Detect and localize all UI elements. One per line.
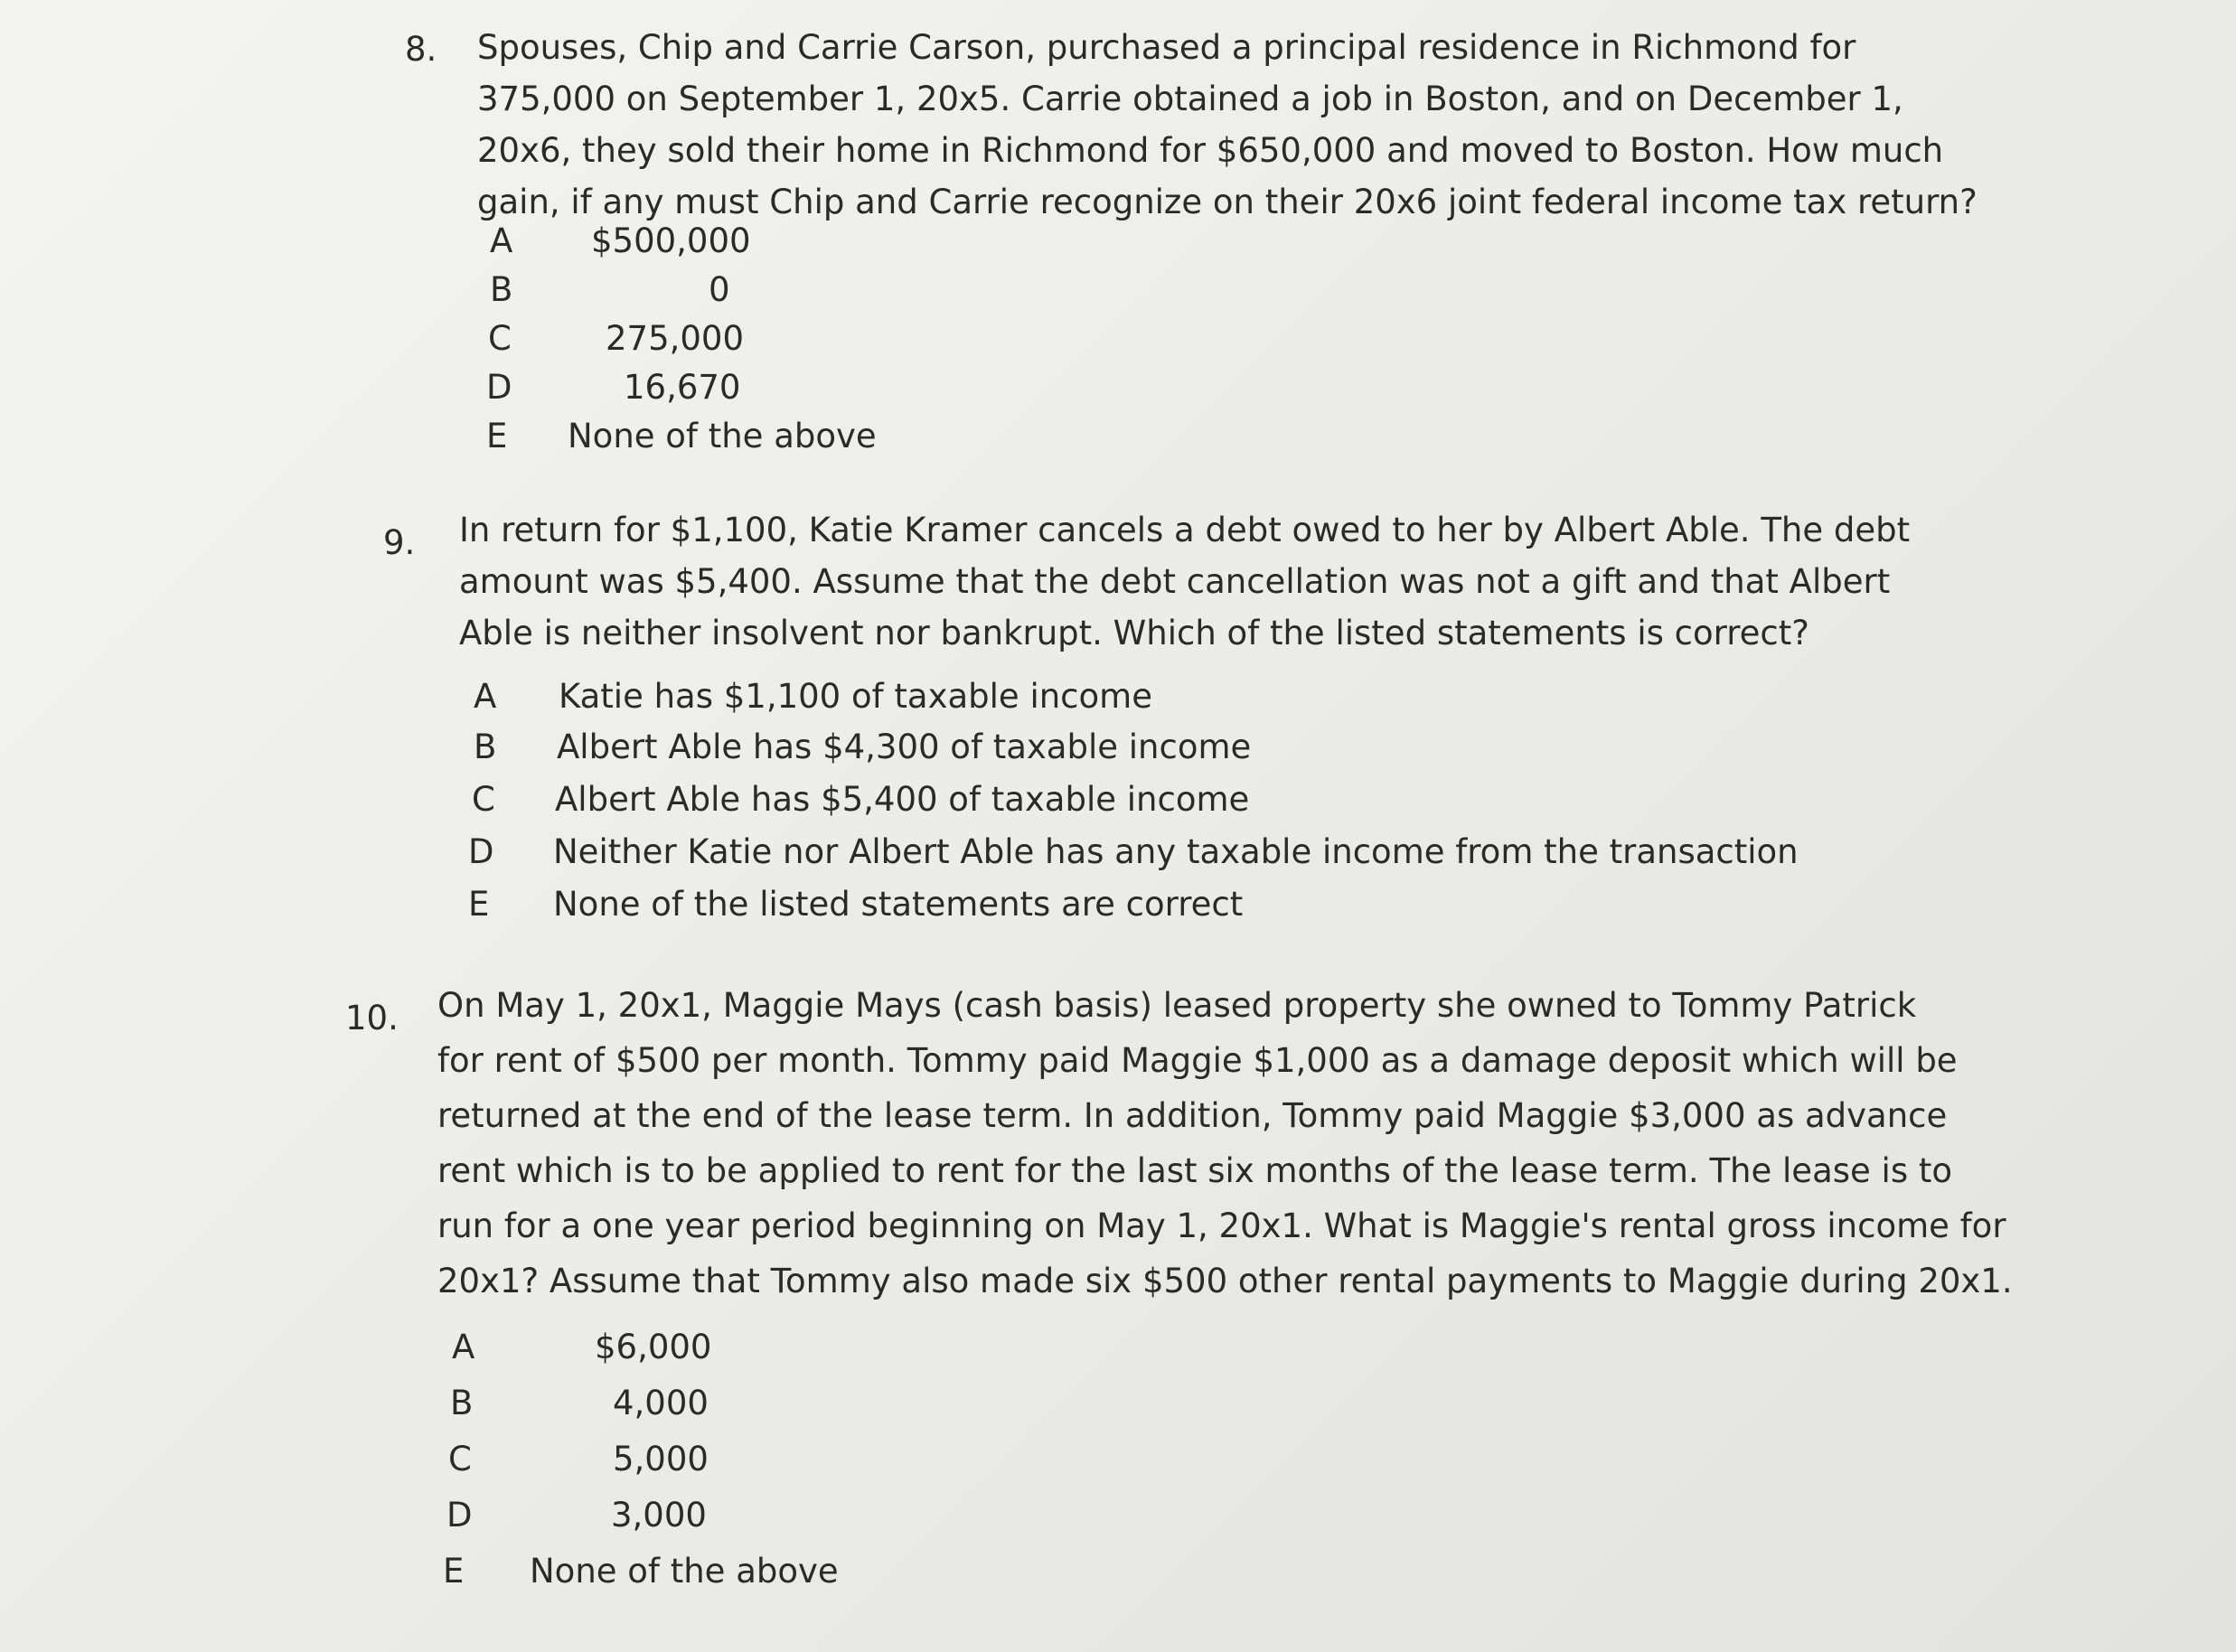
choice-e[interactable] xyxy=(486,417,877,455)
choice-c[interactable] xyxy=(448,1440,709,1478)
choice-letter: B xyxy=(450,1384,474,1422)
choice-text: 0 xyxy=(709,270,730,309)
choice-letter: A xyxy=(474,677,497,716)
choice-letter: D xyxy=(468,832,494,871)
question-line: Able is neither insolvent nor bankrupt. Which of the listed statements is correct? xyxy=(459,614,1809,652)
choice-text: Katie has $1,100 of taxable income xyxy=(559,677,1152,716)
choice-letter: E xyxy=(468,885,490,924)
choice-letter: E xyxy=(443,1552,465,1591)
choice-d[interactable] xyxy=(468,832,1799,871)
question-line: Spouses, Chip and Carrie Carson, purchased a principal residence in Richmond for xyxy=(477,28,1856,67)
choice-a[interactable] xyxy=(490,221,751,260)
choice-text: 4,000 xyxy=(613,1384,709,1422)
choice-letter: C xyxy=(448,1440,472,1478)
choice-text: Albert Able has $5,400 of taxable income xyxy=(555,780,1250,819)
choice-letter: E xyxy=(486,417,508,455)
choice-text: Albert Able has $4,300 of taxable income xyxy=(557,727,1252,766)
question-number: 9. xyxy=(383,523,416,562)
choice-letter: C xyxy=(488,319,512,358)
question-line: 375,000 on September 1, 20x5. Carrie obtained a job in Boston, and on December 1, xyxy=(477,80,1903,118)
choice-letter: A xyxy=(490,221,513,260)
question-line: On May 1, 20x1, Maggie Mays (cash basis) leased property she owned to Tommy Patrick xyxy=(437,986,1917,1025)
choice-text: Neither Katie nor Albert Able has any taxable income from the transaction xyxy=(553,832,1799,871)
choice-text: None of the above xyxy=(568,417,877,455)
question-line: gain, if any must Chip and Carrie recognize on their 20x6 joint federal income tax return? xyxy=(477,183,1978,221)
choice-text: 275,000 xyxy=(606,319,745,358)
choice-a[interactable] xyxy=(452,1328,712,1366)
question-number: 10. xyxy=(345,999,399,1037)
choice-letter: B xyxy=(474,727,497,766)
choice-text: 5,000 xyxy=(613,1440,709,1478)
question-line: amount was $5,400. Assume that the debt cancellation was not a gift and that Albert xyxy=(459,562,1891,601)
choice-e[interactable] xyxy=(443,1552,839,1591)
choice-d[interactable] xyxy=(446,1496,707,1535)
choice-letter: B xyxy=(490,270,513,309)
question-line: returned at the end of the lease term. In addition, Tommy paid Maggie $3,000 as advance xyxy=(437,1096,1948,1135)
question-line: for rent of $500 per month. Tommy paid Maggie $1,000 as a damage deposit which will be xyxy=(437,1041,1958,1080)
choice-letter: D xyxy=(446,1496,473,1535)
question-line: rent which is to be applied to rent for the last six months of the lease term. The lease is to xyxy=(437,1151,1953,1190)
choice-c[interactable] xyxy=(472,780,1250,819)
question-text xyxy=(437,978,2013,1309)
choice-letter: A xyxy=(452,1328,475,1366)
question-text xyxy=(477,22,1978,228)
question-line: 20x6, they sold their home in Richmond for $650,000 and moved to Boston. How much xyxy=(477,131,1944,170)
question-number: 8. xyxy=(405,30,437,69)
choice-text: $500,000 xyxy=(591,221,751,260)
choice-b[interactable] xyxy=(490,270,730,309)
question-line: run for a one year period beginning on May 1, 20x1. What is Maggie's rental gross income for xyxy=(437,1206,2006,1245)
choice-a[interactable] xyxy=(474,677,1152,716)
choice-b[interactable] xyxy=(474,727,1252,766)
choice-text: 16,670 xyxy=(624,368,741,407)
choice-e[interactable] xyxy=(468,885,1244,924)
question-text xyxy=(459,504,1910,659)
choice-b[interactable] xyxy=(450,1384,709,1422)
choice-text: 3,000 xyxy=(611,1496,707,1535)
question-line: In return for $1,100, Katie Kramer cancels a debt owed to her by Albert Able. The debt xyxy=(459,511,1911,549)
choice-text: None of the above xyxy=(530,1552,839,1591)
choice-text: $6,000 xyxy=(595,1328,712,1366)
choice-letter: C xyxy=(472,780,495,819)
choice-c[interactable] xyxy=(488,319,745,358)
choice-letter: D xyxy=(486,368,512,407)
choice-d[interactable] xyxy=(486,368,741,407)
question-line: 20x1? Assume that Tommy also made six $500 other rental payments to Maggie during 20x1. xyxy=(437,1262,2013,1300)
choice-text: None of the listed statements are correct xyxy=(553,885,1244,924)
